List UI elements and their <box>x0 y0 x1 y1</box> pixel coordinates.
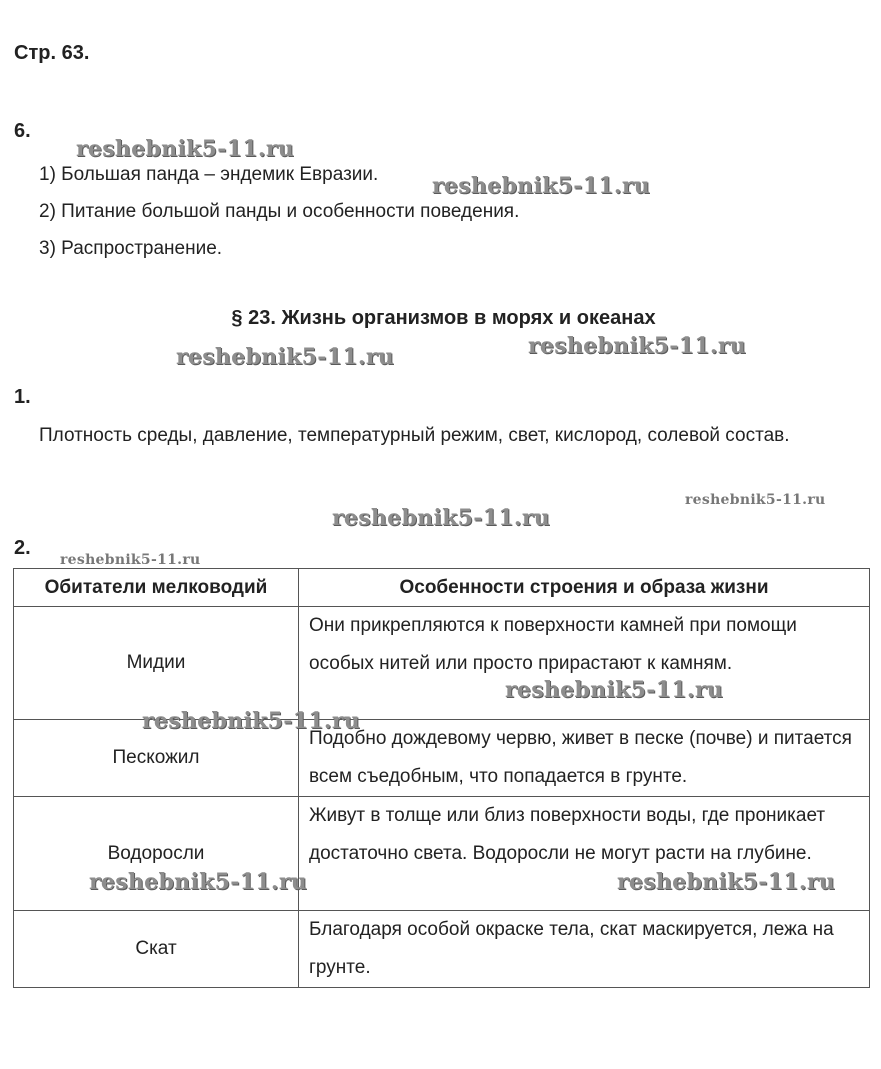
shallow-water-inhabitants-table <box>13 568 870 988</box>
organism-cell: Водоросли <box>14 797 299 911</box>
table-row <box>14 911 870 988</box>
watermark: reshebnik5-11.ru <box>685 492 826 508</box>
plan-item-2: 2) Питание большой панды и особенности поведения. <box>39 201 520 222</box>
section-title: § 23. Жизнь организмов в морях и океанах <box>231 307 656 329</box>
watermark: reshebnik5-11.ru <box>332 505 551 531</box>
plan-item-3: 3) Распространение. <box>39 238 223 259</box>
table-row <box>14 607 870 720</box>
task-1-answer: Плотность среды, давление, температурный режим, свет, кислород, солевой состав. <box>39 425 790 446</box>
plan-item-1: 1) Большая панда – эндемик Евразии. <box>39 164 379 185</box>
watermark: reshebnik5-11.ru <box>432 173 651 199</box>
watermark: reshebnik5-11.ru <box>142 708 361 734</box>
watermark: reshebnik5-11.ru <box>76 136 295 162</box>
task-6-number: 6. <box>14 120 31 142</box>
watermark: reshebnik5-11.ru <box>505 677 724 703</box>
organism-cell: Пескожил <box>14 720 299 797</box>
description-cell: Живут в толще или близ поверхности воды, где проникает достаточно света. Водоросли не могут расти на глубине. <box>299 797 870 911</box>
table-header-row <box>14 569 870 607</box>
watermark: reshebnik5-11.ru <box>89 869 308 895</box>
watermark: reshebnik5-11.ru <box>528 333 747 359</box>
watermark: reshebnik5-11.ru <box>60 552 201 568</box>
watermark: reshebnik5-11.ru <box>176 344 395 370</box>
description-cell: Подобно дождевому червю, живет в песке (почве) и питается всем съедобным, что попадается в грунте. <box>299 720 870 797</box>
watermark: reshebnik5-11.ru <box>617 869 836 895</box>
task-1-number: 1. <box>14 386 31 408</box>
page-number-header: Стр. 63. <box>14 42 90 64</box>
task-2-number: 2. <box>14 537 31 559</box>
column-header-features: Особенности строения и образа жизни <box>299 569 870 607</box>
description-cell: Благодаря особой окраске тела, скат маскируется, лежа на грунте. <box>299 911 870 988</box>
organism-cell: Скат <box>14 911 299 988</box>
organism-cell: Мидии <box>14 607 299 720</box>
description-cell: Они прикрепляются к поверхности камней при помощи особых нитей или просто прирастают к камням. <box>299 607 870 720</box>
column-header-inhabitants: Обитатели мелководий <box>14 569 299 607</box>
